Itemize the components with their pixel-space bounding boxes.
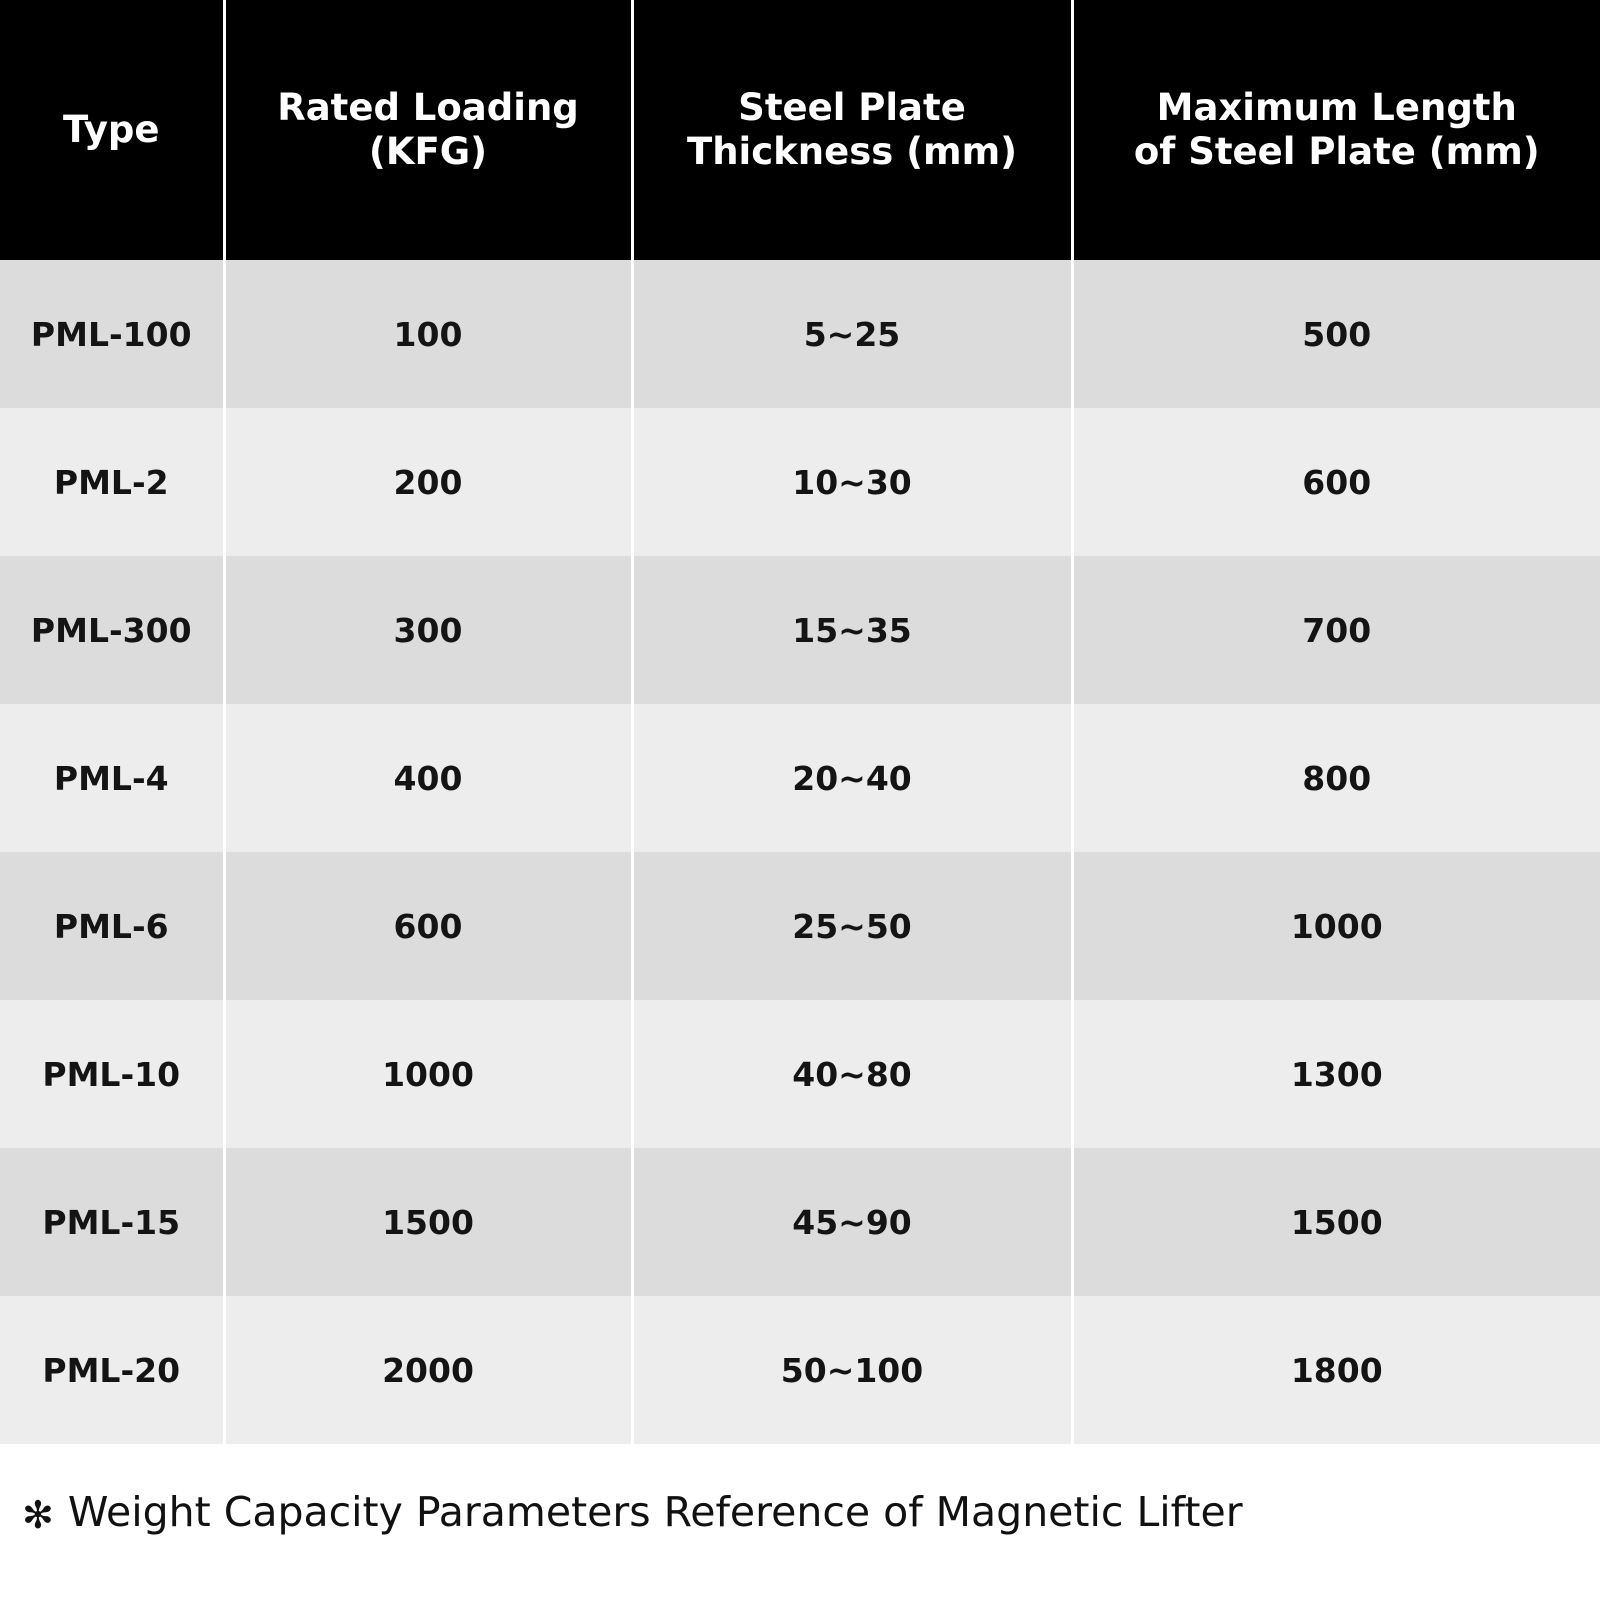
column-header-rated-loading-line1: Rated Loading <box>277 86 579 130</box>
table-row <box>0 260 1600 408</box>
cell-type: PML-20 <box>0 1296 224 1444</box>
asterisk-icon: ✻ <box>22 1493 54 1537</box>
cell-max-length: 600 <box>1072 408 1600 556</box>
cell-max-length: 1300 <box>1072 1000 1600 1148</box>
cell-rated-loading: 2000 <box>224 1296 632 1444</box>
cell-thickness: 25~50 <box>632 852 1072 1000</box>
cell-type: PML-10 <box>0 1000 224 1148</box>
cell-rated-loading: 600 <box>224 852 632 1000</box>
table-header <box>0 0 1600 260</box>
column-header-type <box>0 0 224 260</box>
table-row <box>0 1148 1600 1296</box>
cell-type: PML-300 <box>0 556 224 704</box>
column-header-thickness-line2: Thickness (mm) <box>686 130 1018 173</box>
cell-thickness: 15~35 <box>632 556 1072 704</box>
table-header-row <box>0 0 1600 260</box>
cell-thickness: 45~90 <box>632 1148 1072 1296</box>
cell-max-length: 700 <box>1072 556 1600 704</box>
cell-rated-loading: 300 <box>224 556 632 704</box>
table-row <box>0 704 1600 852</box>
cell-max-length: 1500 <box>1072 1148 1600 1296</box>
column-header-rated-loading-line2: (KFG) <box>368 130 488 173</box>
cell-rated-loading: 100 <box>224 260 632 408</box>
table-row <box>0 852 1600 1000</box>
column-header-steel-plate-thickness <box>632 0 1072 260</box>
cell-max-length: 500 <box>1072 260 1600 408</box>
column-header-type-label: Type <box>62 108 160 152</box>
table-row <box>0 408 1600 556</box>
cell-max-length: 1000 <box>1072 852 1600 1000</box>
cell-max-length: 1800 <box>1072 1296 1600 1444</box>
table-body <box>0 260 1600 1444</box>
cell-rated-loading: 1000 <box>224 1000 632 1148</box>
footnote <box>0 1488 1600 1536</box>
cell-rated-loading: 400 <box>224 704 632 852</box>
cell-thickness: 10~30 <box>632 408 1072 556</box>
footnote-text: Weight Capacity Parameters Reference of Magnetic Lifter <box>67 1488 1243 1536</box>
column-header-max-length-line1: Maximum Length <box>1156 86 1517 130</box>
column-header-maximum-length <box>1072 0 1600 260</box>
cell-type: PML-4 <box>0 704 224 852</box>
column-header-thickness-line1: Steel Plate <box>738 86 966 130</box>
table-row <box>0 556 1600 704</box>
column-header-max-length-line2: of Steel Plate (mm) <box>1133 130 1540 173</box>
cell-type: PML-2 <box>0 408 224 556</box>
cell-thickness: 40~80 <box>632 1000 1072 1148</box>
cell-rated-loading: 1500 <box>224 1148 632 1296</box>
cell-type: PML-15 <box>0 1148 224 1296</box>
cell-thickness: 20~40 <box>632 704 1072 852</box>
cell-type: PML-6 <box>0 852 224 1000</box>
table-row <box>0 1296 1600 1444</box>
table-row <box>0 1000 1600 1148</box>
cell-rated-loading: 200 <box>224 408 632 556</box>
cell-type: PML-100 <box>0 260 224 408</box>
column-header-rated-loading <box>224 0 632 260</box>
cell-thickness: 50~100 <box>632 1296 1072 1444</box>
cell-thickness: 5~25 <box>632 260 1072 408</box>
cell-max-length: 800 <box>1072 704 1600 852</box>
